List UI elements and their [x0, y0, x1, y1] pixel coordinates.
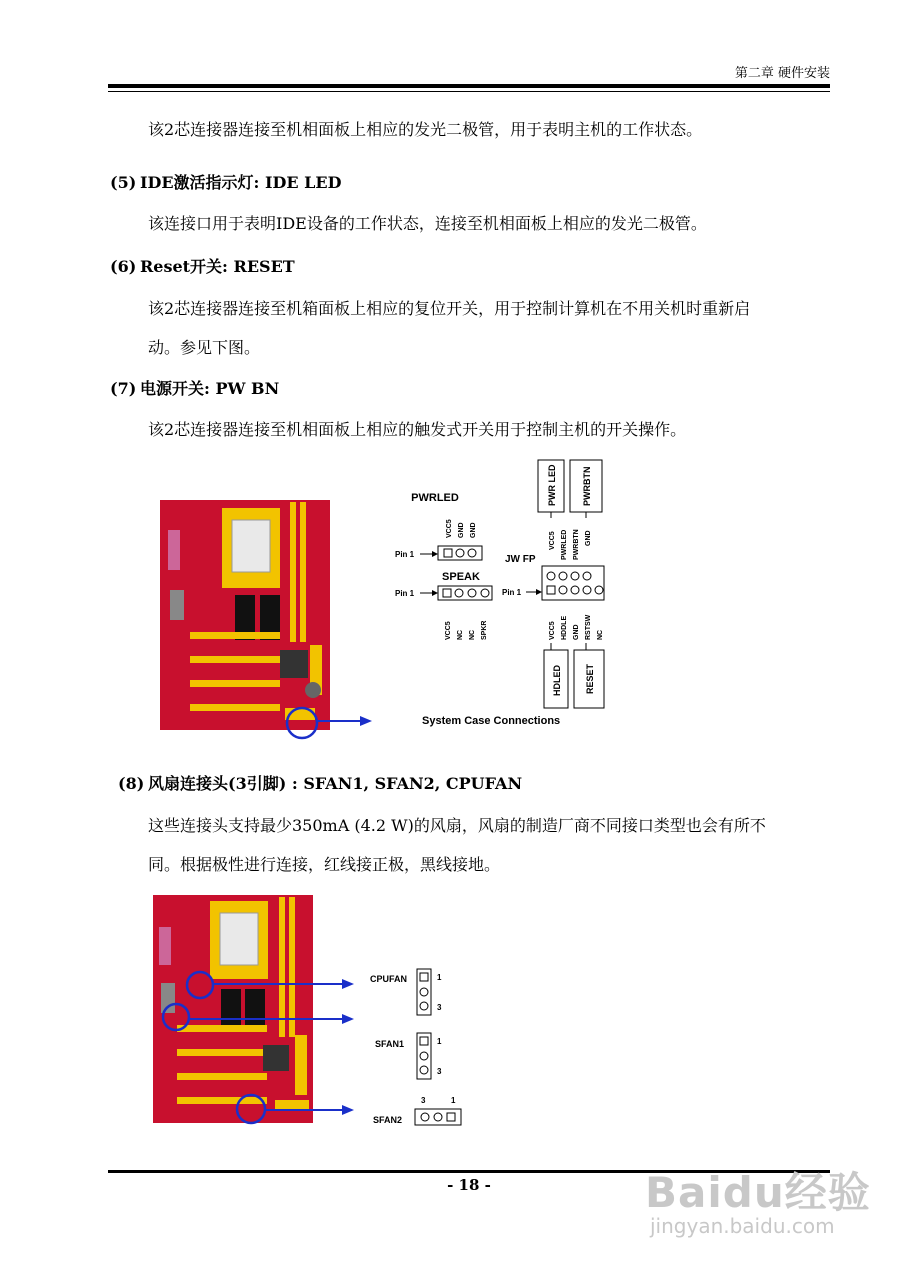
jwfp-title: JW FP	[505, 554, 536, 565]
heading-text: IDE激活指示灯: IDE LED	[140, 173, 342, 192]
diagram-caption: System Case Connections	[422, 715, 561, 727]
fan-connector-diagram	[145, 885, 475, 1135]
jwfp-bottom-pin-1: VCC5	[549, 621, 556, 640]
sfan1-pin-1: 1	[437, 1037, 442, 1046]
hdled-label: HDLED	[552, 665, 562, 696]
heading-fan-connectors	[118, 773, 818, 795]
heading-number: (8)	[118, 774, 145, 793]
chapter-title: 第二章 硬件安装	[734, 66, 830, 81]
pwr-led-label: PWR LED	[547, 464, 557, 506]
paragraph-fan-line1: 这些连接头支持最少350mA (4.2 W)的风扇，风扇的制造厂商不同接口类型也会有所不	[148, 816, 766, 835]
heading-ide-led	[110, 172, 810, 194]
motherboard-image	[160, 500, 372, 738]
pwrbtn-label: PWRBTN	[582, 466, 592, 506]
jwfp-top-pin-1: VCC5	[549, 531, 556, 550]
heading-number: (7)	[110, 379, 137, 398]
jwfp-top-pin-3: PWRBTN	[573, 529, 580, 560]
speak-pin1-label: Pin 1	[395, 589, 415, 598]
paragraph-power-led: 该2芯连接器连接至机相面板上相应的发光二极管，用于表明主机的工作状态。	[148, 120, 703, 139]
sfan2-label: SFAN2	[373, 1115, 403, 1125]
paragraph-reset-line2: 动。参见下图。	[148, 338, 261, 357]
jwfp-bottom-pin-5: NC	[597, 629, 604, 640]
pwrled-pin-3: GND	[470, 522, 477, 538]
motherboard-image	[153, 895, 313, 1123]
cpufan-pin-3: 3	[437, 1003, 442, 1012]
cpufan-label: CPUFAN	[370, 974, 408, 984]
header-rule-thin	[108, 91, 830, 92]
reset-label: RESET	[585, 663, 595, 694]
speak-title: SPEAK	[442, 571, 480, 583]
sfan2-pin-3: 3	[421, 1096, 426, 1105]
watermark-url: jingyan.baidu.com	[650, 1214, 835, 1238]
pwrled-pin1-label: Pin 1	[395, 550, 415, 559]
heading-text: 风扇连接头(3引脚) : SFAN1, SFAN2, CPUFAN	[148, 774, 523, 793]
jwfp-bottom-pin-4: RSTSW	[585, 614, 592, 640]
heading-number: (5)	[110, 173, 137, 192]
pwrled-pin-2: GND	[458, 522, 465, 538]
speak-pin-2: NC	[457, 629, 464, 640]
jwfp-top-pin-2: PWRLED	[561, 529, 568, 560]
jwfp-bottom-pin-3: GND	[573, 624, 580, 640]
pwrled-pin-1: VCC5	[446, 519, 453, 538]
page-number: - 18 -	[447, 1176, 491, 1194]
heading-power-button	[110, 378, 810, 400]
jwfp-header	[542, 566, 604, 600]
jwfp-top-pin-4: GND	[585, 530, 592, 546]
sfan2-pin-1: 1	[451, 1096, 456, 1105]
paragraph-ide-led: 该连接口用于表明IDE设备的工作状态，连接至机相面板上相应的发光二极管。	[148, 214, 707, 233]
speak-pin-4: SPKR	[481, 620, 488, 640]
paragraph-fan-line2: 同。根据极性进行连接，红线接正极，黑线接地。	[148, 855, 501, 874]
jwfp-pin1-label: Pin 1	[502, 588, 522, 597]
paragraph-power-button: 该2芯连接器连接至机相面板上相应的触发式开关用于控制主机的开关操作。	[148, 420, 687, 439]
speak-pin-3: NC	[469, 629, 476, 640]
cpufan-pin-1: 1	[437, 973, 442, 982]
paragraph-reset-line1: 该2芯连接器连接至机箱面板上相应的复位开关，用于控制计算机在不用关机时重新启	[148, 299, 751, 318]
heading-text: Reset开关: RESET	[140, 257, 295, 276]
watermark-brand: Baidu经验	[645, 1168, 871, 1217]
heading-number: (6)	[110, 257, 137, 276]
header-rule-thick	[108, 84, 830, 88]
front-panel-diagram	[150, 450, 630, 750]
heading-reset	[110, 256, 810, 278]
speak-pin-1: VCC5	[445, 621, 452, 640]
sfan1-label: SFAN1	[375, 1039, 405, 1049]
heading-text: 电源开关: PW BN	[140, 379, 280, 398]
sfan1-pin-3: 3	[437, 1067, 442, 1076]
jwfp-bottom-pin-2: HDDLE	[561, 615, 568, 640]
pwrled-title: PWRLED	[411, 492, 459, 504]
